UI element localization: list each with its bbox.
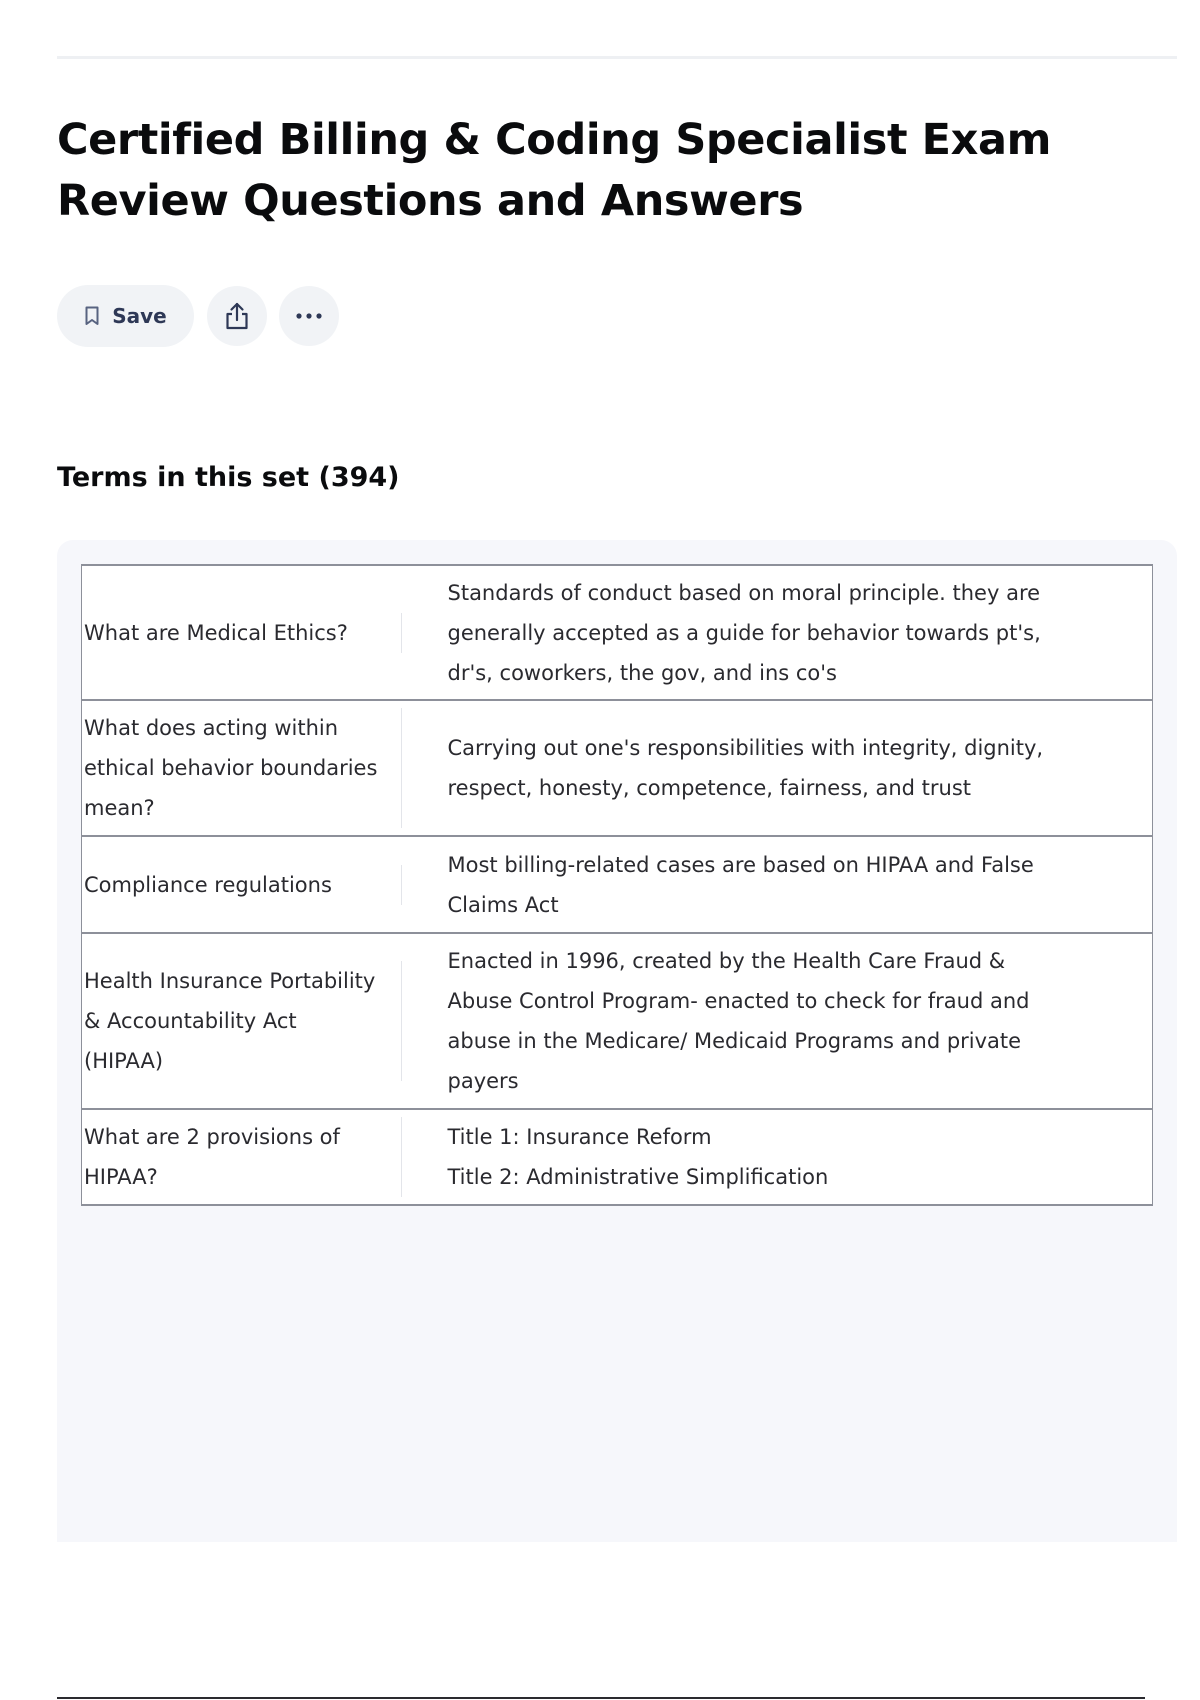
term-text: What does acting within ethical behavior boundaries mean? — [84, 708, 402, 828]
term-text: What are 2 provisions of HIPAA? — [84, 1117, 402, 1197]
table-row — [82, 565, 1153, 700]
table-row — [82, 933, 1153, 1109]
bookmark-icon — [84, 306, 100, 326]
term-text: What are Medical Ethics? — [84, 613, 402, 653]
terms-heading: Terms in this set (394) — [57, 462, 400, 493]
save-button[interactable] — [57, 285, 194, 347]
page-title: Certified Billing & Coding Specialist Exam Review Questions and Answers — [57, 115, 1052, 226]
definition-cell: Most billing-related cases are based on HIPAA and False Claims Act — [402, 836, 1153, 933]
more-options-button[interactable] — [279, 286, 339, 346]
share-button[interactable] — [207, 286, 267, 346]
table-row — [82, 700, 1153, 836]
share-icon — [223, 301, 251, 331]
definition-cell: Enacted in 1996, created by the Health Care Fraud & Abuse Control Program- enacted to check for fraud and abuse in the Medicare/ Medicaid Programs and private payers — [402, 933, 1153, 1109]
definition-cell — [402, 1109, 1153, 1205]
table-row — [82, 836, 1153, 933]
more-horizontal-icon — [295, 312, 323, 320]
term-cell — [82, 1109, 402, 1205]
save-button-label: Save — [112, 304, 167, 328]
top-divider — [57, 56, 1177, 59]
definition-line: Title 1: Insurance Reform — [447, 1125, 712, 1149]
definition-line: Title 2: Administrative Simplification — [447, 1165, 829, 1189]
table-row — [82, 1109, 1153, 1205]
term-text: Health Insurance Portability & Accountability Act (HIPAA) — [84, 961, 402, 1081]
action-bar — [57, 285, 339, 347]
term-cell — [82, 933, 402, 1109]
terms-table — [81, 564, 1153, 1206]
definition-cell: Carrying out one's responsibilities with integrity, dignity, respect, honesty, competence, fairness, and trust — [402, 700, 1153, 836]
term-cell — [82, 836, 402, 933]
term-cell — [82, 565, 402, 700]
terms-panel — [57, 540, 1177, 1542]
bottom-divider — [57, 1697, 1145, 1699]
term-cell — [82, 700, 402, 836]
term-text: Compliance regulations — [84, 865, 402, 905]
definition-cell: Standards of conduct based on moral principle. they are generally accepted as a guide for behavior towards pt's, dr's, coworkers, the gov, and ins co's — [402, 565, 1153, 700]
